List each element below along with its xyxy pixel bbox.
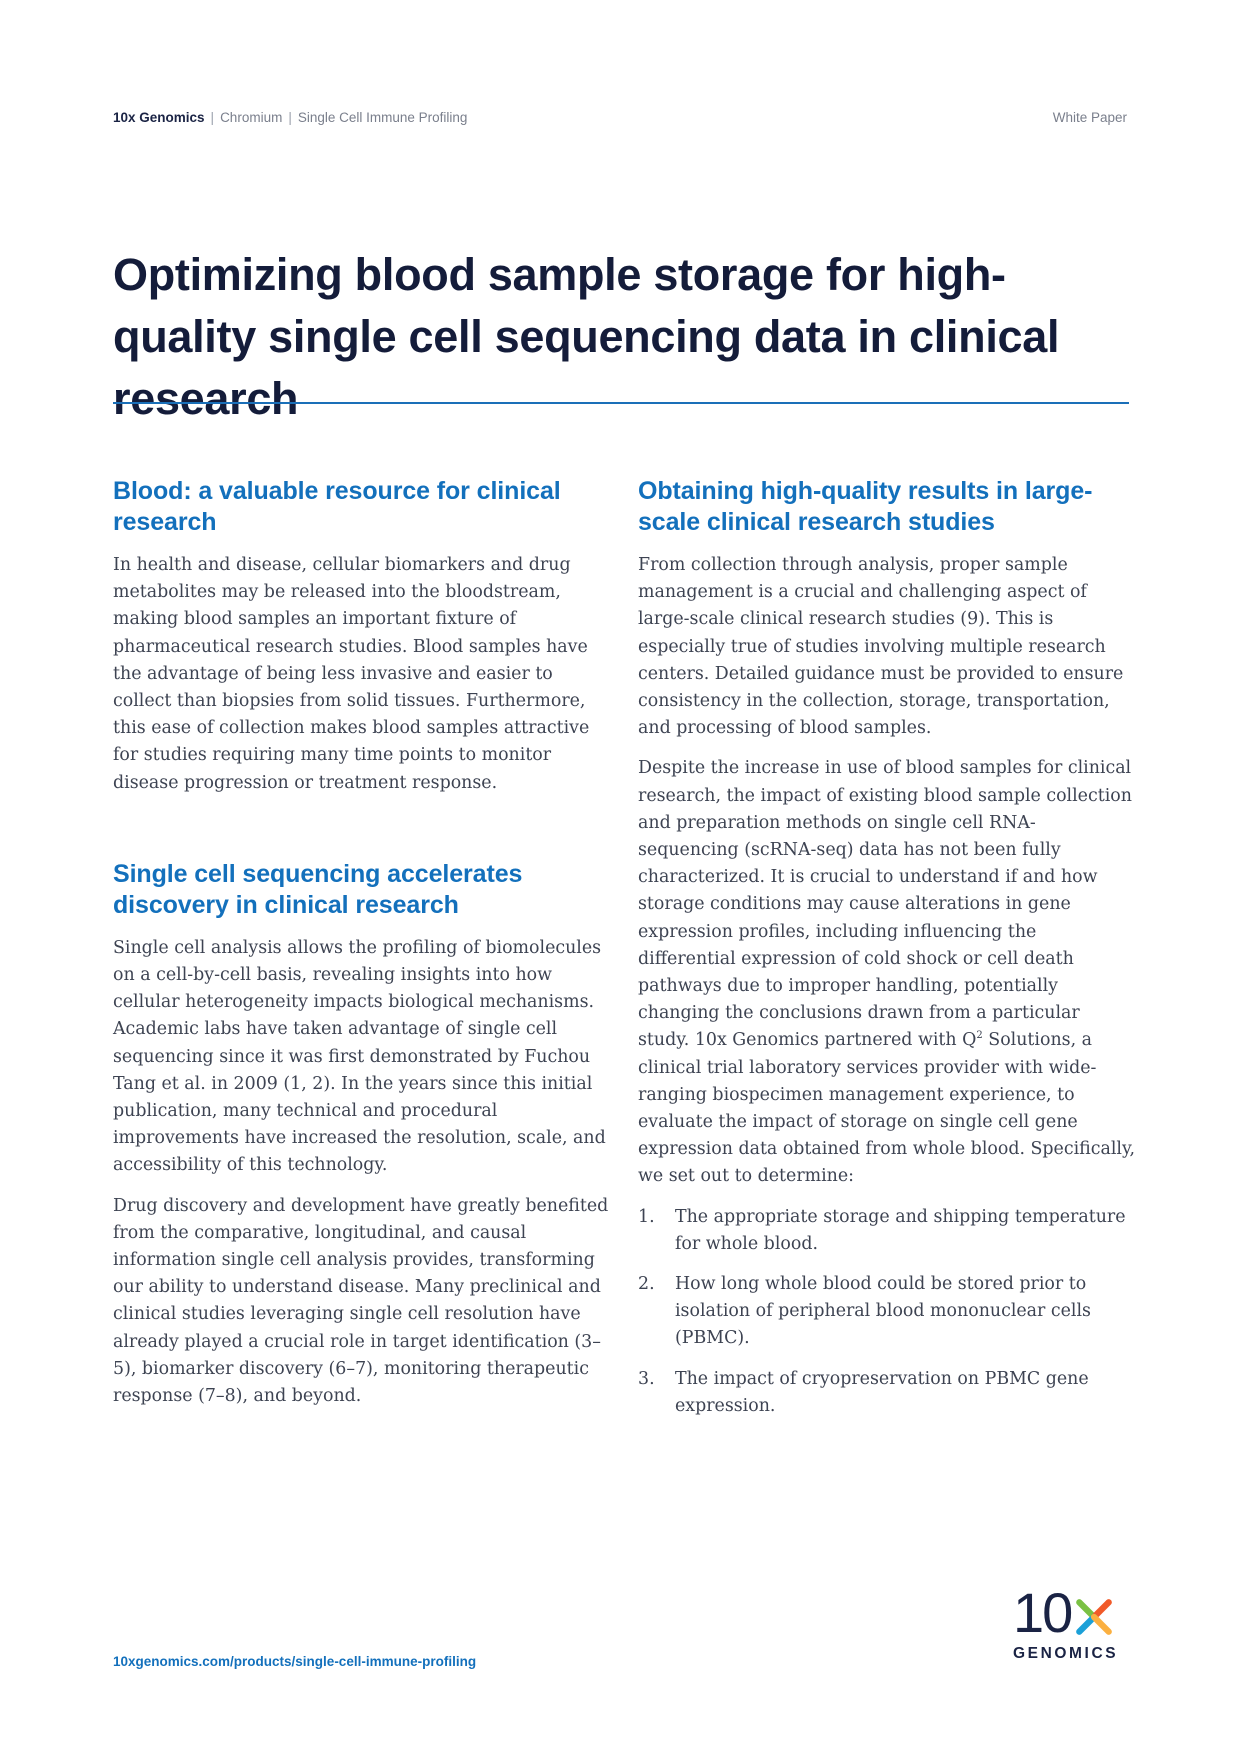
title-divider (113, 402, 1129, 404)
header-crumb-chromium: Chromium (220, 110, 283, 125)
footer-link[interactable]: 10xgenomics.com/products/single-cell-immune-profiling (113, 1654, 477, 1669)
list-item (638, 1204, 1136, 1258)
paragraph-storage-impact (638, 755, 1136, 1190)
left-column (113, 476, 611, 1423)
paragraph-storage-impact-part1: Despite the increase in use of blood samples for clinical research, the impact of existing blood sample collection and preparation methods on single cell RNA-sequencing (scRNA-seq) data has not been fully characterized. It is crucial to understand if and how storage conditions may cause alterations in gene expression profiles, including influencing the differential expression of cold shock or cell death pathways due to improper handling, potentially changing the conclusions drawn from a particular study. 10x Genomics partnered with Q (638, 758, 1132, 1051)
logo-x-icon (1073, 1596, 1115, 1638)
header-breadcrumb (113, 110, 467, 125)
logo-wordmark: GENOMICS (1013, 1645, 1119, 1662)
page-title: Optimizing blood sample storage for high-quality single cell sequencing data in clinical research (113, 249, 1060, 424)
list-text: How long whole blood could be stored prior to isolation of peripheral blood mononuclear cells (PBMC). (675, 1274, 1091, 1349)
header-separator: | (288, 110, 292, 125)
list-number: 3. (638, 1368, 655, 1389)
logo-mark (1013, 1581, 1133, 1644)
page-header (113, 110, 1127, 125)
logo-number: 10 (1013, 1581, 1072, 1644)
paragraph-blood: In health and disease, cellular biomarkers and drug metabolites may be released into the bloodstream, making blood samples an important fixture of pharmaceutical research studies. Blood samples have the advantage of being less invasive and easier to collect than biopsies from solid tissues. Furthermore, this ease of collection makes blood samples attractive for studies requiring many time points to monitor disease progression or treatment response. (113, 555, 590, 793)
superscript-2: 2 (976, 1030, 983, 1042)
header-brand: 10x Genomics (113, 110, 205, 125)
paragraph-single-cell-1: Single cell analysis allows the profiling of biomolecules on a cell-by-cell basis, revealing insights into how cellular heterogeneity impacts biological mechanisms. Academic labs have taken advantage of single cell sequencing since it was first demonstrated by Fuchou Tang et al. in 2009 (1, 2). In the years since this initial publication, many technical and procedural improvements have increased the resolution, scale, and accessibility of this technology. (113, 937, 606, 1176)
header-doc-type: White Paper (1052, 110, 1127, 125)
list-text: The appropriate storage and shipping temperature for whole blood. (675, 1206, 1126, 1254)
company-logo (1013, 1581, 1133, 1673)
paragraph-single-cell-2: Drug discovery and development have greatly benefited from the comparative, longitudinal, and causal information single cell analysis provides, transforming our ability to understand disease. Many preclinical and clinical studies leveraging single cell resolution have already played a crucial role in target identification (3–5), biomarker discovery (6–7), monitoring therapeutic response (7–8), and beyond. (113, 1195, 609, 1407)
list-number: 1. (638, 1206, 655, 1227)
paragraph-sample-management: From collection through analysis, proper sample management is a crucial and challenging aspect of large-scale clinical research studies (9). This is especially true of studies involving multiple research centers. Detailed guidance must be provided to ensure consistency in the collection, storage, transportation, and processing of blood samples. (638, 555, 1124, 739)
objectives-list (638, 1204, 1136, 1420)
list-text: The impact of cryopreservation on PBMC gene expression. (675, 1368, 1089, 1416)
paragraph-storage-impact-part2: Solutions, a clinical trial laboratory services provider with wide-ranging biospecimen management experience, to evaluate the impact of storage on single cell gene expression data obtained from whole blood. Specifically, we set out to determine: (638, 1030, 1136, 1187)
list-number: 2. (638, 1274, 655, 1295)
section-heading-single-cell: Single cell sequencing accelerates discovery in clinical research (113, 859, 523, 919)
header-separator: | (210, 110, 215, 125)
list-item (638, 1271, 1136, 1353)
section-heading-blood: Blood: a valuable resource for clinical research (113, 477, 561, 536)
right-column (638, 476, 1136, 1433)
section-heading-high-quality: Obtaining high-quality results in large-scale clinical research studies (638, 477, 1093, 536)
list-item (638, 1366, 1136, 1420)
header-crumb-product: Single Cell Immune Profiling (297, 110, 468, 125)
